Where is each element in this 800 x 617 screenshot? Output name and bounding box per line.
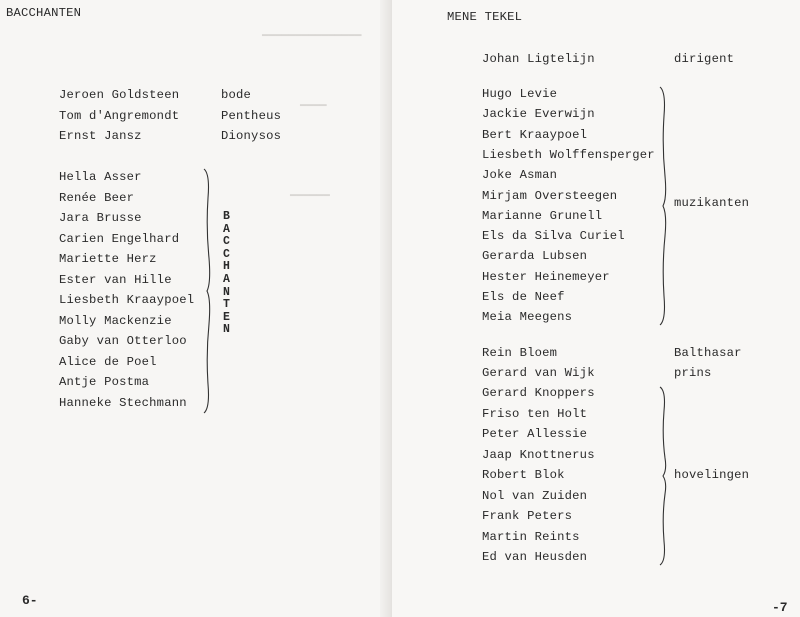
chorus-member-name: Molly Mackenzie bbox=[59, 313, 172, 328]
chorus-member-name: Alice de Poel bbox=[59, 354, 157, 369]
show-through-text: ━━━━━━━━━━━━━━━ bbox=[262, 31, 362, 43]
vertical-label-letter: N bbox=[223, 323, 230, 337]
musician-name: Joke Asman bbox=[482, 168, 558, 183]
musician-name: Els de Neef bbox=[482, 290, 565, 304]
chorus-member-name: Antje Postma bbox=[59, 375, 150, 389]
courtiers-role: hovelingen bbox=[674, 468, 750, 482]
left-heading: BACCHANTEN bbox=[6, 6, 82, 20]
cast-role: bode bbox=[221, 88, 252, 102]
musician-name: Marianne Grunell bbox=[482, 208, 603, 223]
conductor-name: Johan Ligtelijn bbox=[482, 52, 595, 66]
courtier-name: Frank Peters bbox=[482, 509, 573, 523]
cast-role: Dionysos bbox=[221, 129, 282, 143]
musicians-brace bbox=[659, 86, 669, 326]
right-heading: MENE TEKEL bbox=[447, 10, 523, 24]
courtier-name: Nol van Zuiden bbox=[482, 488, 588, 503]
cast-role: Pentheus bbox=[221, 108, 282, 123]
chorus-member-name: Liesbeth Kraaypoel bbox=[59, 293, 195, 307]
page-number-right: -7 bbox=[772, 600, 788, 615]
show-through-text: ━━━━ bbox=[300, 101, 327, 113]
vertical-label-letter: T bbox=[223, 298, 230, 312]
vertical-label-letter: H bbox=[223, 260, 230, 274]
courtiers-brace bbox=[659, 386, 669, 566]
cast-name: Tom d'Angremondt bbox=[59, 108, 180, 123]
chorus-member-name: Hella Asser bbox=[59, 170, 142, 184]
musician-name: Els da Silva Curiel bbox=[482, 229, 625, 244]
cast-name: Ernst Jansz bbox=[59, 129, 142, 143]
prins-role: prins bbox=[674, 366, 712, 380]
musician-name: Meia Meegens bbox=[482, 310, 573, 325]
cast-name: Jeroen Goldsteen bbox=[59, 88, 180, 102]
courtier-name: Jaap Knottnerus bbox=[482, 447, 595, 462]
conductor-role: dirigent bbox=[674, 52, 735, 66]
courtier-name: Ed van Heusden bbox=[482, 550, 588, 564]
musician-name: Bert Kraaypoel bbox=[482, 127, 588, 142]
balthasar-role: Balthasar bbox=[674, 346, 742, 360]
vertical-label-letter: C bbox=[223, 247, 230, 261]
musician-name: Jackie Everwijn bbox=[482, 107, 595, 122]
chorus-member-name: Ester van Hille bbox=[59, 272, 172, 287]
vertical-label-letter: C bbox=[223, 235, 230, 249]
left-page bbox=[0, 0, 392, 617]
courtier-name: Robert Blok bbox=[482, 468, 565, 482]
right-page bbox=[392, 0, 800, 617]
chorus-member-name: Carien Engelhard bbox=[59, 231, 180, 246]
vertical-label-letter: A bbox=[223, 222, 230, 236]
chorus-member-name: Mariette Herz bbox=[59, 252, 157, 266]
vertical-label-letter: E bbox=[223, 310, 230, 324]
page-number-left: 6- bbox=[22, 593, 38, 608]
prins-name: Gerard van Wijk bbox=[482, 366, 595, 380]
courtier-name: Gerard Knoppers bbox=[482, 386, 595, 400]
chorus-member-name: Renée Beer bbox=[59, 190, 135, 205]
musician-name: Gerarda Lubsen bbox=[482, 249, 588, 264]
courtier-name: Martin Reints bbox=[482, 529, 580, 544]
chorus-member-name: Hanneke Stechmann bbox=[59, 395, 187, 410]
balthasar-name: Rein Bloem bbox=[482, 346, 558, 360]
courtier-name: Peter Allessie bbox=[482, 427, 588, 441]
chorus-member-name: Gaby van Otterloo bbox=[59, 334, 187, 348]
chorus-brace bbox=[203, 168, 213, 414]
musician-name: Liesbeth Wolffensperger bbox=[482, 147, 655, 162]
musicians-role: muzikanten bbox=[674, 196, 750, 210]
vertical-label-letter: B bbox=[223, 210, 230, 223]
chorus-member-name: Jara Brusse bbox=[59, 211, 142, 225]
show-through-text: ━━━━━━ bbox=[290, 191, 330, 203]
musician-name: Hugo Levie bbox=[482, 87, 558, 101]
musician-name: Hester Heinemeyer bbox=[482, 269, 610, 284]
vertical-label-letter: A bbox=[223, 273, 230, 286]
vertical-label-letter: N bbox=[223, 285, 230, 299]
musician-name: Mirjam Oversteegen bbox=[482, 188, 618, 203]
courtier-name: Friso ten Holt bbox=[482, 406, 588, 421]
